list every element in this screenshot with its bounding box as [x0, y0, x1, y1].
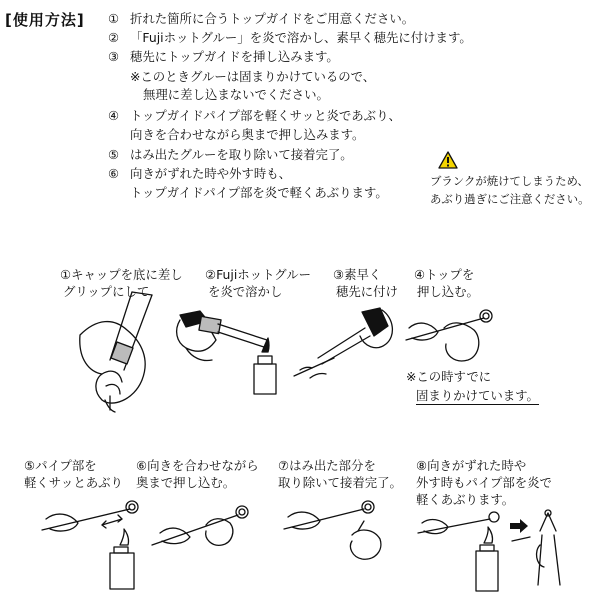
step-3-note-line1: ※このときグルーは固まりかけているので、: [130, 69, 376, 84]
step-3-note-line2: 無理に差し込まないでください。: [143, 87, 329, 102]
illustration-8-caption: [416, 457, 552, 508]
caption-line: ⑤パイプ部を: [24, 458, 97, 473]
row1-note-line1: ※この時すでに: [406, 369, 492, 384]
step-4-number: ④: [108, 108, 120, 123]
caption-line: 奥まで押し込む。: [136, 475, 236, 490]
step-1-text: 折れた箇所に合うトップガイドをご用意ください。: [130, 11, 415, 26]
caption-line: 外す時もパイプ部を炎で: [416, 475, 552, 490]
step-6-continued: トップガイドパイプ部を炎で軽くあぶります。: [130, 185, 388, 200]
illustration-5-caption: [24, 457, 123, 491]
caption-line: を炎で溶かし: [208, 284, 283, 299]
step-5-number: ⑤: [108, 147, 120, 162]
caption-line: ⑥向きを合わせながら: [136, 458, 259, 473]
caption-line: ⑦はみ出た部分を: [278, 458, 376, 473]
row1-note-line2: 固まりかけています。: [416, 388, 539, 403]
illustration-align-push: [150, 495, 260, 555]
caption-line: グリップにして: [63, 284, 150, 299]
caption-line: ③素早く: [333, 267, 382, 282]
warning-line-2: あぶり過ぎにご注意ください。: [430, 192, 590, 206]
step-2: [108, 29, 472, 47]
illustration-remove-excess: [282, 495, 392, 565]
step-3-number: ③: [108, 49, 120, 64]
illustration-glue-melt: [172, 300, 287, 400]
step-6-number: ⑥: [108, 166, 120, 181]
section-title: [使用方法]: [5, 11, 85, 29]
illustration-6-caption: [136, 457, 259, 491]
illustration-4-caption: [414, 266, 479, 300]
step-2-text: 「Fujiホットグルー」を炎で溶かし、素早く穂先に付けます。: [130, 30, 472, 45]
caption-line: ④トップを: [414, 267, 475, 282]
step-1-number: ①: [108, 11, 120, 26]
step-4: [108, 107, 401, 125]
caption-line: ②Fujiホットグルー: [205, 267, 312, 282]
illustration-2-caption: [205, 266, 311, 300]
caption-line: 軽くあぶります。: [416, 492, 515, 507]
step-6: [108, 165, 291, 183]
caption-line: 押し込む。: [417, 284, 479, 299]
caption-line: 穂先に付け: [336, 284, 398, 299]
warning-text: [430, 172, 589, 208]
caption-line: 軽くサッとあぶり: [24, 475, 123, 490]
step-3-text: 穂先にトップガイドを挿し込みます。: [130, 49, 339, 64]
step-2-number: ②: [108, 30, 120, 45]
step-4-text: トップガイドパイプ部を軽くサッと炎であぶり、: [130, 108, 401, 123]
caption-line: 取り除いて接着完了。: [278, 475, 402, 490]
warning-line-1: ブランクが焼けてしまうため、: [430, 174, 589, 188]
caption-line: ①キャップを底に差し: [60, 267, 183, 282]
row1-note-line2-wrap: [406, 387, 539, 404]
warning-triangle-icon: [438, 151, 458, 169]
illustration-3-caption: [333, 266, 398, 300]
step-5-text: はみ出たグルーを取り除いて接着完了。: [130, 147, 353, 162]
illustration-reheat-remove: [416, 505, 596, 595]
illustration-heat-pipe: [40, 495, 150, 595]
illustration-hand-cap: [72, 290, 172, 415]
illustration-7-caption: [278, 457, 402, 491]
caption-line: ⑧向きがずれた時や: [416, 458, 527, 473]
step-1: [108, 10, 414, 28]
step-3: [108, 48, 339, 66]
row1-note: [406, 368, 539, 404]
step-4-continued: 向きを合わせながら奥まで押し込みます。: [130, 127, 365, 142]
step-5: [108, 146, 353, 164]
illustration-apply-glue: [290, 300, 400, 390]
illustration-push-guide: [404, 300, 504, 370]
step-6-text: 向きがずれた時や外す時も、: [130, 166, 292, 181]
